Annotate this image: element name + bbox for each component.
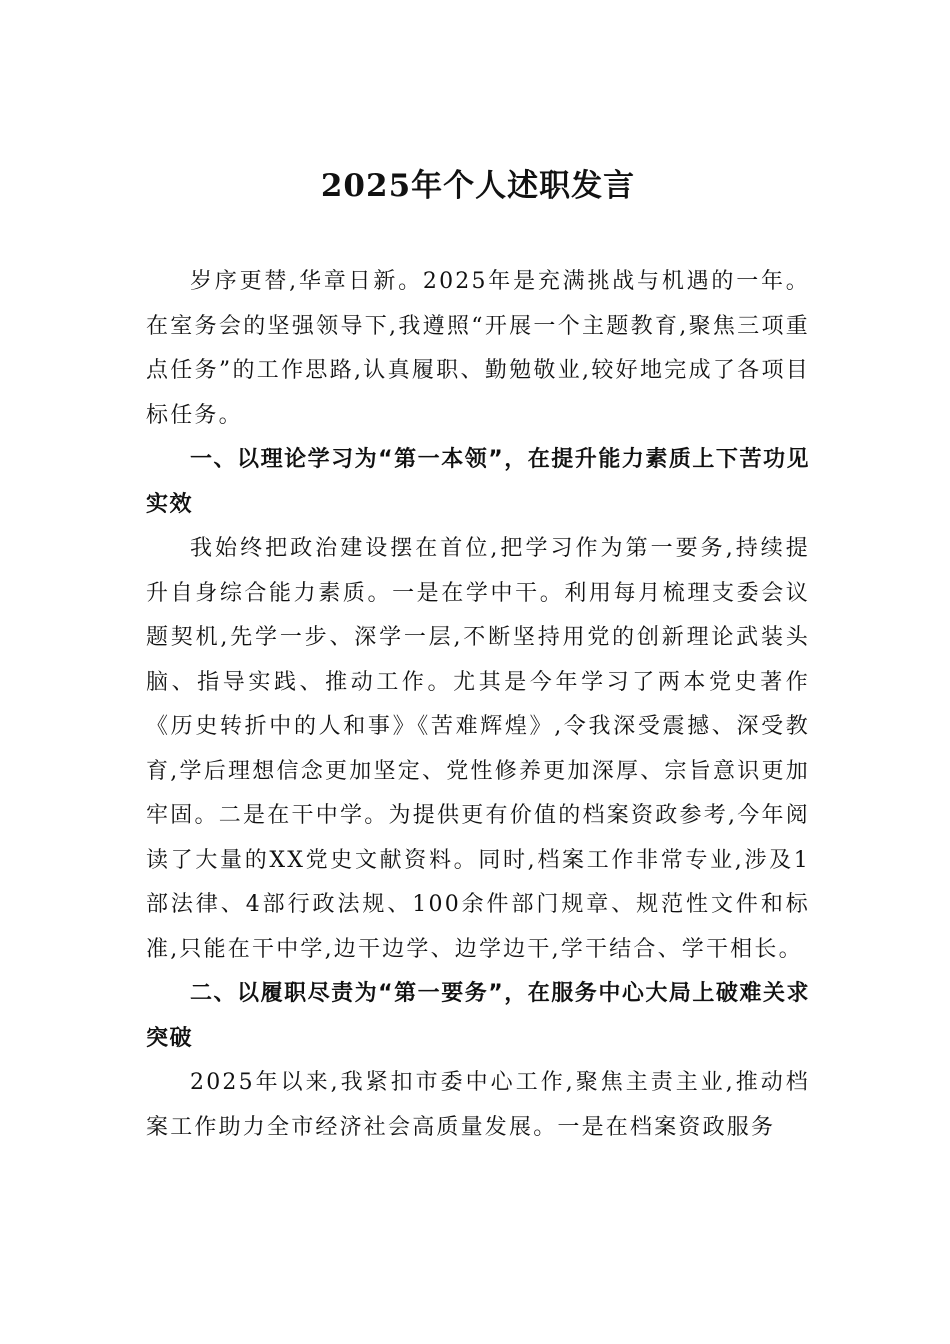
section-body-2: 2025年以来,我紧扣市委中心工作,聚焦主责主业,推动档案工作助力全市经济社会高质量发展。一是在档案资政服务	[146, 1070, 810, 1140]
document-content	[146, 164, 810, 1150]
section-heading-1: 一、以理论学习为“第一本领”，在提升能力素质上下苦功见实效	[146, 447, 810, 517]
section-heading-2: 二、以履职尽责为“第一要务”，在服务中心大局上破难关求突破	[146, 981, 810, 1051]
document-title: 2025年个人述职发言	[320, 168, 636, 204]
intro-paragraph: 岁序更替,华章日新。2025年是充满挑战与机遇的一年。在室务会的坚强领导下,我遵照“开展一个主题教育,聚焦三项重点任务”的工作思路,认真履职、勤勉敬业,较好地完成了各项目标任务。	[146, 269, 810, 428]
section-body-1: 我始终把政治建设摆在首位,把学习作为第一要务,持续提升自身综合能力素质。一是在学中干。利用每月梳理支委会议题契机,先学一步、深学一层,不断坚持用党的创新理论武装头脑、指导实践、推动工作。尤其是今年学习了两本党史著作《历史转折中的人和事》《苦难辉煌》,令我深受震撼、深受教育,学后理想信念更加坚定、党性修养更加深厚、宗旨意识更加牢固。二是在干中学。为提供更有价值的档案资政参考,今年阅读了大量的XX党史文献资料。同时,档案工作非常专业,涉及1部法律、4部行政法规、100余件部门规章、规范性文件和标准,只能在干中学,边干边学、边学边干,学干结合、学干相长。	[146, 536, 810, 962]
